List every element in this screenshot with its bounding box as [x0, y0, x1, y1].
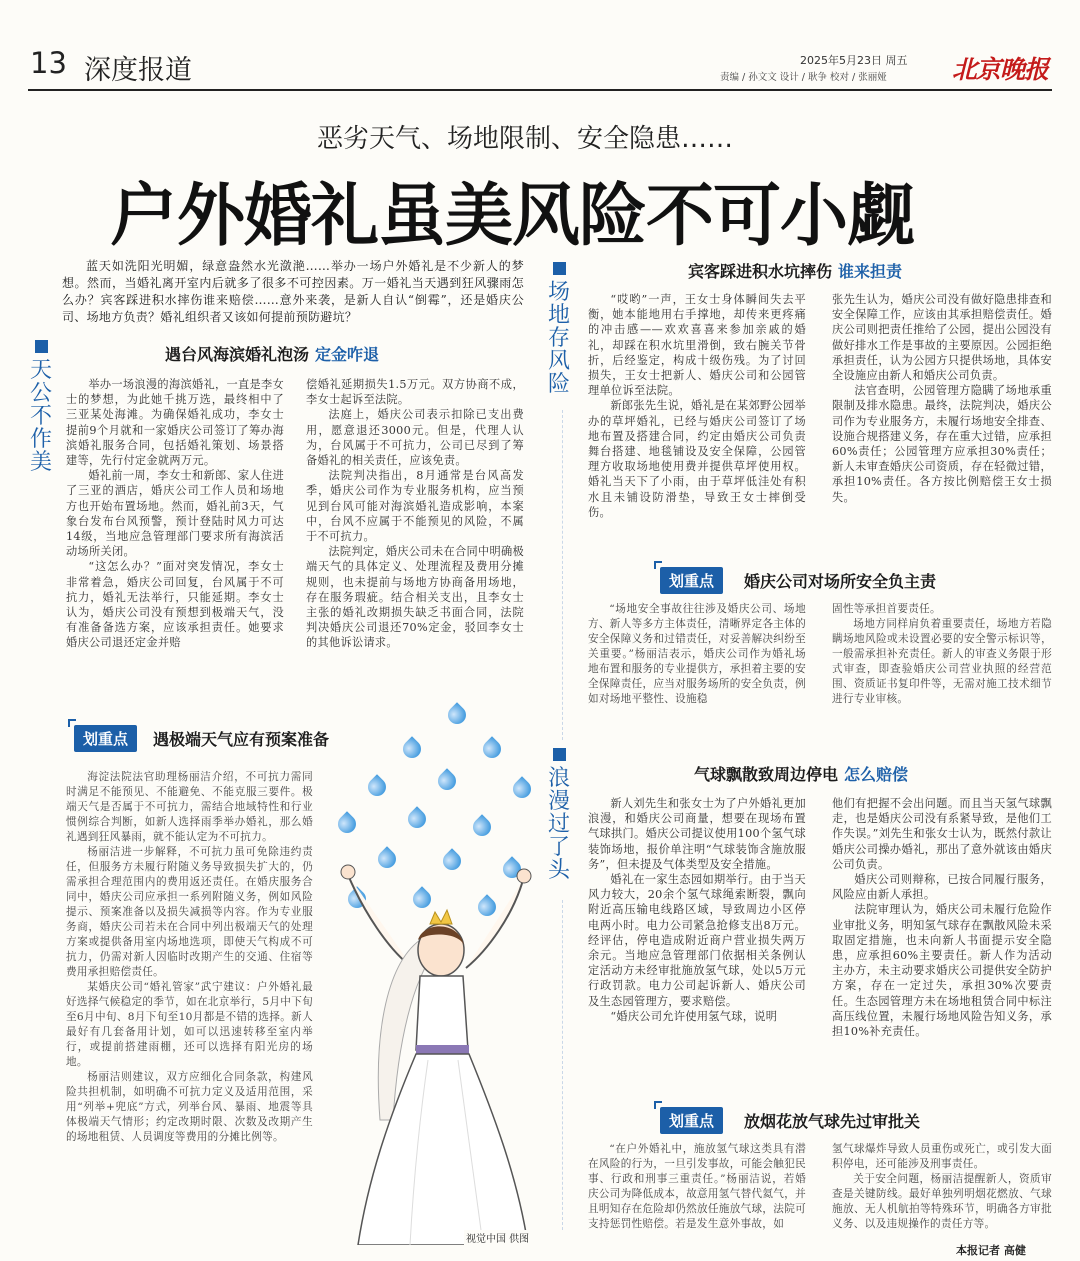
- section-label-romance: 浪漫过了头: [546, 748, 572, 882]
- paragraph: 法官查明，公园管理方隐瞒了场地承重限制及排水隐患。最终，法院判决，婚庆公司作为专业服务方，未履行场地安全排查、设施合规搭建义务，存在重大过错，应承担60%责任；公园管理方应承担30%责任；新人未审查婚庆公司资质，存在轻微过错，承担10%责任。各方按比例赔偿王女士损失。: [832, 384, 1052, 504]
- paragraph: 偿婚礼延期损失1.5万元。双方协商不成，李女士起诉至法院。: [306, 378, 524, 407]
- paragraph: “婚庆公司允许使用氢气球，说明: [610, 1009, 778, 1023]
- section-label-weather: 天公不作美: [28, 340, 54, 474]
- paragraph: 法庭上，婚庆公司表示扣除已支出费用，愿意退还3000元。但是，代理人认为，台风属于不可抗力，公司已尽到了筹备婚礼的相关责任，应该免责。: [306, 408, 524, 468]
- paragraph: “场地安全事故往往涉及婚庆公司、场地方、新人等多方主体责任，清晰界定各主体的安全保障义务和过错责任，对妥善解决纠纷至关重要。”杨丽洁表示，婚庆公司作为婚礼场地布置和服务的专业提供方，承担着主要的安全保障责任，应当对服务场所的安全负责，例如对场地平整性、设施稳: [588, 603, 806, 705]
- note1-heading: 遇极端天气应有预案准备: [153, 730, 330, 749]
- note2-column1: [588, 602, 806, 707]
- story1-column2: [306, 377, 524, 651]
- paragraph: 法院审理认为，婚庆公司未履行危险作业审批义务，明知氢气球存在飘散风险未采取固定措施，也未向新人书面提示安全隐患，应承担60%主要责任。新人作为活动主办方，未主动要求婚庆公司提供安全防护方案，存在一定过失，承担30%次要责任。生态园管理方未在场地租赁合同中标注高压线位置，未履行场地风险告知义务，承担10%补充责任。: [832, 903, 1052, 1039]
- paragraph: 杨丽洁进一步解释，不可抗力虽可免除违约责任，但服务方未履行附随义务导致损失扩大的，仍需承担合理范围内的费用返还责任。在婚庆服务合同中，婚庆公司应承担一系列附随义务，例如风险提示、预案准备以及损失减损等内容。作为专业服务商，婚庆公司若未在合同中列出极端天气的处理方案或提供备用室内场地选项，即使天气构成不可抗力，仍需对新人因临时改期产生的交通、住宿等费用承担赔偿责任。: [66, 846, 313, 978]
- headline-title: 户外婚礼虽美风险不可小觑: [110, 177, 915, 256]
- story3-heading: 气球飘散致周边停电 怎么赔偿: [694, 765, 909, 784]
- photo-credit: 视觉中国 供图: [464, 1230, 531, 1245]
- section-label-venue: 场地存风险: [546, 262, 572, 396]
- paragraph: 新郎张先生说，婚礼是在某郊野公园举办的草坪婚礼，已经与婚庆公司签订了场地布置及搭建合同，约定由婚庆公司负责舞台搭建、地毯铺设及安全保障，公园管理方收取场地使用费并提供草坪使用权。婚礼当天下了小雨，由于草坪低洼处有积水且未铺设防滑垫，导致王女士摔倒受伤。: [588, 399, 806, 519]
- paragraph: “这怎么办？”面对突发情况，李女士非常着急，婚庆公司回复，台风属于不可抗力，婚礼无法举行，只能延期。李女士认为，婚庆公司没有预想到极端天气，没有准备备选方案，应该承担责任。她要求婚庆公司退还定金并赔: [66, 560, 284, 650]
- story1-column1: [66, 377, 284, 651]
- paragraph: 法院判定，婚庆公司未在合同中明确极端天气的具体定义、处理流程及费用分摊规则，也未提前与场地方协商备用场地，存在服务瑕疵。结合相关支出，且李女士主张的婚礼改期损失缺乏书面合同，法院判决婚庆公司退还70%定金，驳回李女士的其他诉讼请求。: [306, 545, 524, 650]
- paragraph: 海淀法院法官助理杨丽洁介绍，不可抗力需同时满足不能预见、不能避免、不能克服三要件。极端天气是否属于不可抗力，需结合地域特性和行业惯例综合判断，如新人选择雨季举办婚礼，那么婚礼遇到狂风暴雨，就不能认定为不可抗力。: [66, 771, 313, 843]
- paragraph: 场地方同样肩负着重要责任，场地方若隐瞒场地风险或未设置必要的安全警示标识等，一般需承担补充责任。新人的审查义务限于形式审查，即查验婚庆公司营业执照的经营范围、资质证书复印件等，无需对施工技术细节进行专业审核。: [832, 618, 1052, 705]
- paragraph: 新人刘先生和张女士为了户外婚礼更加浪漫，和婚庆公司商量，想要在现场布置气球拱门。婚庆公司提议使用100个氢气球装饰场地，报价单注明“气球装饰含施放服务”，但未提及气体类型及安全措施。: [588, 797, 806, 871]
- note1-tag: 划重点: [74, 725, 137, 752]
- newspaper-logo: 北京晚报: [952, 55, 1049, 84]
- note3-column2: [832, 1142, 1052, 1232]
- note3-tag: 划重点: [660, 1107, 723, 1134]
- reporter-byline: 本报记者 高健: [952, 1242, 1026, 1258]
- paragraph: “在户外婚礼中，施放氢气球这类具有潜在风险的行为，一旦引发事故，可能会触犯民事、行政和刑事三重责任。”杨丽洁说，若婚庆公司为降低成本，故意用氢气替代氦气，并且明知存在危险却仍然放任施放气球，法院可支持惩罚性赔偿。若是发生意外事故，如: [588, 1143, 806, 1230]
- story3-column1: [588, 796, 806, 1024]
- note2-tag: 划重点: [660, 567, 723, 594]
- paragraph: 婚礼前一周，李女士和新郎、家人住进了三亚的酒店，婚庆公司工作人员和场地方也开始布置场地。然而，婚礼前3天，气象台发布台风预警，预计登陆时风力可达14级，当地应急管理部门要求所有海滨活动场所关闭。: [66, 469, 284, 559]
- note1-body: [66, 770, 313, 1145]
- story3-column2: [832, 796, 1052, 1039]
- paragraph: 婚礼在一家生态园如期举行。由于当天风力较大，20余个氢气球绳索断裂，飘向附近高压输电线路区域，导致周边小区停电两小时。电力公司紧急抢修支出8万元。经评估，停电造成附近商户营业损失两万余元。当地应急管理部门依据相关条例认定活动方未经审批施放氢气球，处以5万元行政罚款。电力公司起诉新人、婚庆公司及生态园管理方，要求赔偿。: [588, 873, 806, 1008]
- editor-credits: 责编 / 孙文文 设计 / 耿争 校对 / 张丽娅: [720, 72, 887, 83]
- paragraph: 某婚庆公司“婚礼管家”武宁建议：户外婚礼最好选择气候稳定的季节，如在北京举行，5月中下旬至6月中旬、8月下旬至10月都是不错的选择。新人最好有几套备用计划，如可以迅速转移至室内举行，或提前搭建雨棚，还可以选择有阳光房的场地。: [66, 981, 313, 1068]
- paragraph: 举办一场浪漫的海滨婚礼，一直是李女士的梦想，为此她千挑万选，最终相中了三亚某处海滩。为确保婚礼成功，李女士提前9个月就和一家婚庆公司签订了筹办海滨婚礼服务合同，包括婚礼策划、场景搭建等，先行付定金就两万元。: [66, 378, 284, 468]
- note3-heading: 放烟花放气球先过审批关: [744, 1112, 921, 1131]
- paragraph: 氢气球爆炸导致人员重伤或死亡，或引发大面积停电，还可能涉及刑事责任。: [832, 1143, 1052, 1170]
- paragraph: “哎哟”一声，王女士身体瞬间失去平衡，她本能地用右手撑地，却传来更疼痛的冲击感——欢欢喜喜来参加亲戚的婚礼，却踩在积水坑里滑倒，致右腕关节骨折，后经鉴定，构成十级伤残。为了讨回损失，王女士把新人、婚庆公司和公园管理单位诉至法院。: [588, 293, 806, 398]
- paragraph: 杨丽洁则建议，双方应细化合同条款，构建风险共担机制，如明确不可抗力定义及适用范围，采用“列举+兜底”方式，列举台风、暴雨、地震等具体极端天气情形；约定改期时限、次数及改期产生的场地租赁、人员调度等费用的分摊比例等。: [66, 1071, 313, 1143]
- bride-rain-illustration: [318, 700, 554, 1245]
- paragraph: 法院判决指出，8月通常是台风高发季，婚庆公司作为专业服务机构，应当预见到台风可能对海滨婚礼造成影响，本案中，台风不应属于不能预见的风险，不属于不可抗力。: [306, 469, 524, 544]
- story2-column1: [588, 292, 806, 520]
- paragraph: 婚庆公司则辩称，已按合同履行服务，风险应由新人承担。: [832, 873, 1052, 902]
- paragraph: 张先生认为，婚庆公司没有做好隐患排查和安全保障工作，应该由其承担赔偿责任。婚庆公司则把责任推给了公园，提出公园没有做好排水工作是事故的主要原因。公园拒绝承担责任，认为公园方只提供场地，具体安全设施应由新人和婚庆公司负责。: [832, 293, 1052, 383]
- paragraph: 他们有把握不会出问题。而且当天氢气球飘走，也是婚庆公司没有系紧导致，是他们工作失误。”刘先生和张女士认为，既然付款让婚庆公司操办婚礼，那出了意外就该由婚庆公司负责。: [832, 797, 1052, 871]
- section-title: 深度报道: [84, 55, 192, 86]
- column-divider: [562, 410, 563, 740]
- note2-column2: [832, 602, 1052, 707]
- column-divider-2: [562, 900, 563, 1230]
- issue-date: 2025年5月23日 周五: [800, 54, 908, 67]
- intro-paragraph: 蓝天如洗阳光明媚，绿意盎然水光潋滟……举办一场户外婚礼是不少新人的梦想。然而，当婚礼离开室内后就多了很多不可控因素。万一婚礼当天遇到狂风骤雨怎么办？宾客踩进积水摔伤谁来赔偿……意外来袭，是新人自认“倒霉”，还是婚庆公司、场地方负责？婚礼组织者又该如何提前预防避坑？: [62, 259, 524, 324]
- note3-column1: [588, 1142, 806, 1232]
- story2-heading: 宾客踩进积水坑摔伤 谁来担责: [688, 262, 903, 281]
- masthead-rule: [28, 89, 1052, 91]
- paragraph: 固性等承担首要责任。: [832, 603, 941, 615]
- page-number: 13: [30, 46, 67, 80]
- story1-heading: 遇台风海滨婚礼泡汤 定金咋退: [165, 345, 380, 364]
- headline-kicker: 恶劣天气、场地限制、安全隐患……: [317, 124, 734, 154]
- story2-column2: [832, 292, 1052, 505]
- paragraph: 关于安全问题，杨丽洁提醒新人，资质审查是关键防线。最好单独列明烟花燃放、气球施放、无人机航拍等特殊环节，明确各方审批义务、以及违规操作的责任方等。: [832, 1173, 1052, 1230]
- note2-heading: 婚庆公司对场所安全负主责: [744, 572, 937, 591]
